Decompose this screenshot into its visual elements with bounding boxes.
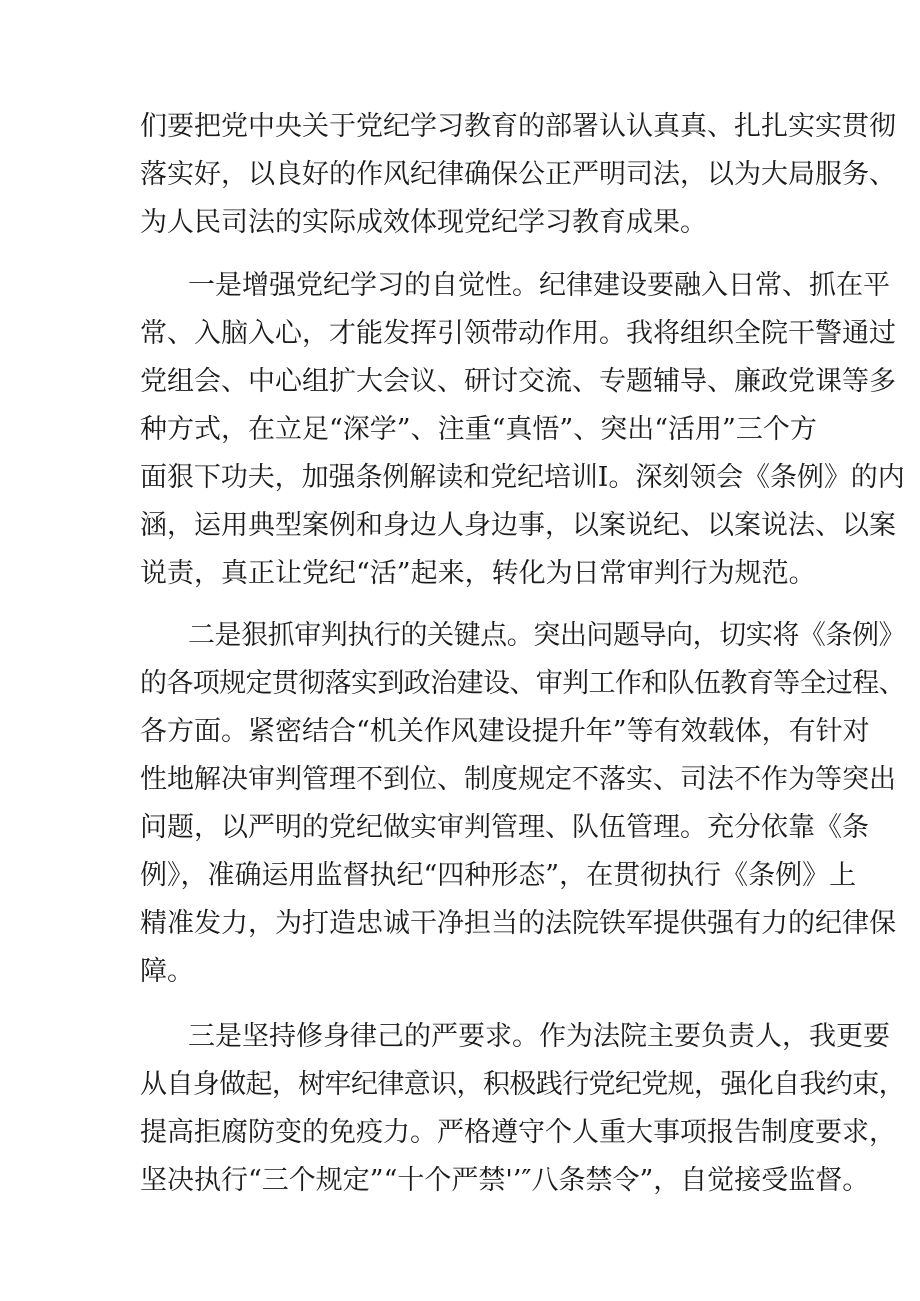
text-line: 各方面。紧密结合“机关作风建设提升年”等有效载体，有针对 [140, 716, 870, 747]
text-line: 面狠下功夫，加强条例解读和党纪培训I。深刻领会《条例》的内 [140, 462, 905, 493]
text-line: 问题，以严明的党纪做实审判管理、队伍管理。充分依靠《条 [140, 812, 869, 843]
text-line: 一是增强党纪学习的自觉性。纪律建设要融入日常、抓在平 [188, 270, 890, 301]
text-line: 坚决执行“三个规定”“十个严禁'’″八条禁令”，自觉接受监督。 [140, 1165, 870, 1196]
text-line: 说责，真正让党纪“活”起来，转化为日常审判行为规范。 [140, 558, 816, 589]
text-line: 障。 [140, 956, 194, 987]
text-line: 的各项规定贯彻落实到政治建设、审判工作和队伍教育等全过程、 [140, 668, 906, 699]
text-line: 种方式，在立足“深学”、注重“真悟”、突出“活用”三个方 [140, 414, 817, 445]
text-line: 精准发力，为打造忠诚干净担当的法院铁军提供强有力的纪律保 [140, 908, 896, 939]
text-line: 落实好，以良好的作风纪律确保公正严明司法，以为大局服务、 [140, 159, 896, 190]
text-line: 党组会、中心组扩大会议、研讨交流、专题辅导、廉政党课等多 [140, 366, 896, 397]
text-line: 涵，运用典型案例和身边人身边事，以案说纪、以案说法、以案 [140, 510, 896, 541]
text-line: 三是坚持修身律己的严要求。作为法院主要负责人，我更要 [188, 1021, 890, 1052]
text-line: 们要把党中央关于党纪学习教育的部署认认真真、扎扎实实贯彻 [140, 111, 896, 142]
text-line: 常、入脑入心，才能发挥引领带动作用。我将组织全院干警通过 [140, 318, 896, 349]
text-line: 二是狠抓审判执行的关键点。突出问题导向，切实将《条例》 [188, 620, 906, 651]
text-line: 为人民司法的实际成效体现党纪学习教育成果。 [140, 207, 707, 238]
text-line: 性地解决审判管理不到位、制度规定不落实、司法不作为等突出 [140, 764, 896, 795]
text-line: 提高拒腐防变的免疫力。严格遵守个人重大事项报告制度要求， [140, 1117, 896, 1148]
text-line: 从自身做起，树牢纪律意识，积极践行党纪党规，强化自我约束， [140, 1069, 906, 1100]
text-line: 例》，准确运用监督执纪“四种形态”，在贯彻执行《条例》上 [140, 860, 857, 891]
